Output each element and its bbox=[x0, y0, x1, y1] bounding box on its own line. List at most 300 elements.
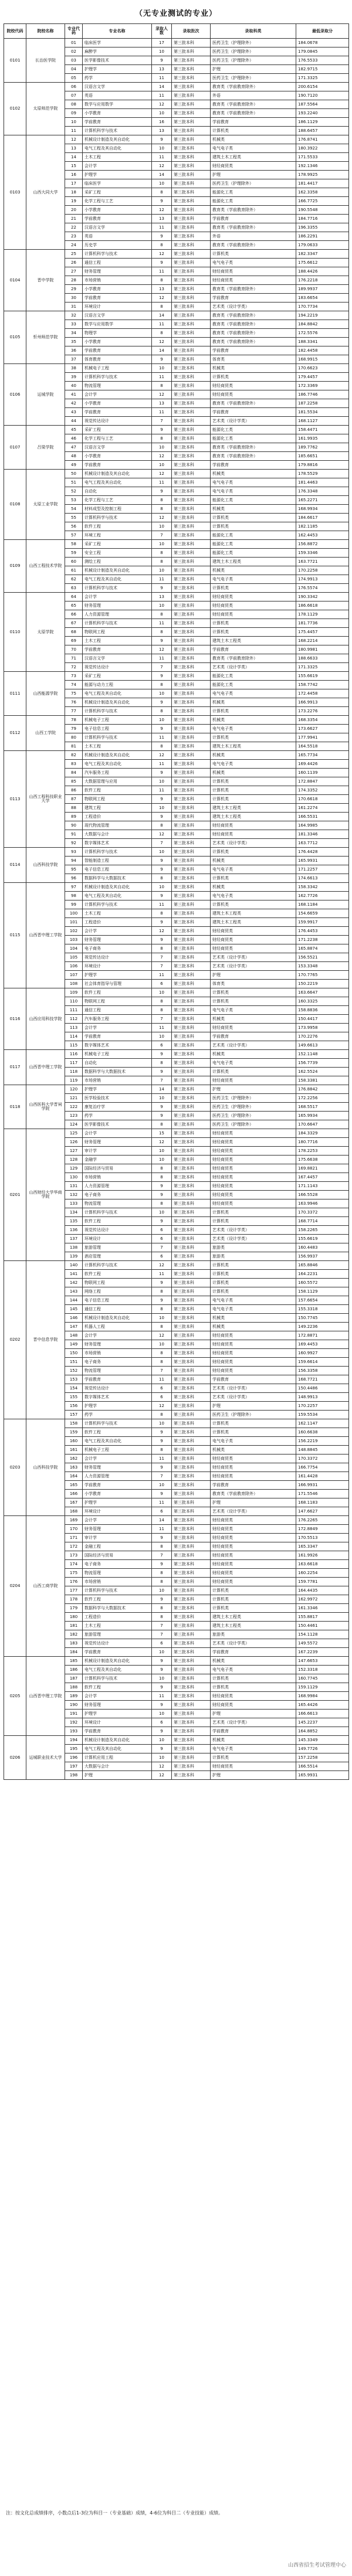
major-code: 29 bbox=[65, 285, 83, 294]
table-row bbox=[4, 364, 349, 373]
admission-category: 学前教育 bbox=[211, 118, 296, 127]
major-name: 社会体育指导与管理 bbox=[83, 980, 152, 988]
admitted-count: 9 bbox=[152, 1727, 172, 1736]
admitted-count: 11 bbox=[152, 1692, 172, 1701]
admission-batch: 第三批本科 bbox=[172, 452, 211, 461]
min-score: 189.7762 bbox=[296, 443, 349, 452]
admission-category: 机械类 bbox=[211, 1050, 296, 1059]
table-row bbox=[4, 716, 349, 725]
admission-batch: 第三批本科 bbox=[172, 1437, 211, 1446]
school-name: 太原师范学院 bbox=[26, 83, 65, 135]
admission-category: 旅游类 bbox=[211, 1252, 296, 1261]
min-score: 165.9931 bbox=[296, 857, 349, 865]
admitted-count: 8 bbox=[152, 1173, 172, 1182]
min-score: 176.3348 bbox=[296, 487, 349, 496]
min-score: 156.7739 bbox=[296, 1059, 349, 1068]
admission-category: 护理 bbox=[211, 971, 296, 980]
major-name: 计算机科学与技术 bbox=[83, 373, 152, 382]
major-code: 69 bbox=[65, 637, 83, 645]
admission-batch: 第三批本科 bbox=[172, 1375, 211, 1384]
major-name: 小学教育 bbox=[83, 285, 152, 294]
major-name: 市场营销 bbox=[83, 1076, 152, 1085]
min-score: 170.7765 bbox=[296, 971, 349, 980]
min-score: 166.5514 bbox=[296, 1762, 349, 1771]
min-score: 188.6633 bbox=[296, 654, 349, 663]
major-name: 数字媒体艺术 bbox=[83, 1393, 152, 1402]
admission-batch: 第三批本科 bbox=[172, 619, 211, 628]
major-name: 药学 bbox=[83, 1112, 152, 1120]
admission-category: 教育类（学前教育除外） bbox=[211, 206, 296, 215]
major-name: 学前教育 bbox=[83, 1727, 152, 1736]
admission-category: 电气电子类 bbox=[211, 1006, 296, 1015]
admitted-count: 10 bbox=[152, 1674, 172, 1683]
major-name: 数字媒体艺术 bbox=[83, 839, 152, 848]
admission-batch: 第三批本科 bbox=[172, 355, 211, 364]
major-code: 50 bbox=[65, 470, 83, 478]
major-name: 数字媒体艺术 bbox=[83, 1041, 152, 1050]
admission-category: 计算机类 bbox=[211, 997, 296, 1006]
column-header: 录取批次 bbox=[172, 24, 211, 39]
min-score: 170.6618 bbox=[296, 795, 349, 804]
major-name: 采矿工程 bbox=[83, 426, 152, 434]
admission-batch: 第三批本科 bbox=[172, 804, 211, 813]
min-score: 166.7725 bbox=[296, 197, 349, 206]
admission-batch: 第三批本科 bbox=[172, 83, 211, 91]
min-score: 181.7736 bbox=[296, 619, 349, 628]
admission-category: 学前教育 bbox=[211, 346, 296, 355]
min-score: 168.1184 bbox=[296, 900, 349, 909]
admitted-count: 8 bbox=[152, 1199, 172, 1208]
school-code: 0103 bbox=[4, 135, 26, 250]
major-code: 198 bbox=[65, 1771, 83, 1780]
admission-category: 财经商贸类 bbox=[211, 1156, 296, 1164]
admission-category: 财经商贸类 bbox=[211, 1340, 296, 1349]
major-name: 学前教育 bbox=[83, 1481, 152, 1490]
admission-category: 电气电子类 bbox=[211, 1305, 296, 1314]
admission-category: 医药卫生（护理除外） bbox=[211, 1103, 296, 1112]
major-code: 191 bbox=[65, 1710, 83, 1718]
major-name: 土木工程 bbox=[83, 1622, 152, 1630]
major-name: 药学 bbox=[83, 1411, 152, 1419]
min-score: 160.9927 bbox=[296, 1349, 349, 1358]
min-score: 186.2291 bbox=[296, 232, 349, 241]
admission-category: 计算机类 bbox=[211, 1217, 296, 1226]
admitted-count: 8 bbox=[152, 874, 172, 883]
min-score: 150.4417 bbox=[296, 1015, 349, 1024]
school-code: 0203 bbox=[4, 1419, 26, 1516]
major-name: 电气工程及其自动化 bbox=[83, 1745, 152, 1753]
major-name: 市场营销 bbox=[83, 1349, 152, 1358]
major-code: 74 bbox=[65, 681, 83, 689]
min-score: 145.3349 bbox=[296, 1736, 349, 1745]
school-code: 0115 bbox=[4, 883, 26, 988]
major-code: 154 bbox=[65, 1384, 83, 1393]
admitted-count: 9 bbox=[152, 1683, 172, 1692]
admitted-count: 9 bbox=[152, 769, 172, 777]
major-code: 107 bbox=[65, 971, 83, 980]
admission-category: 能源化工类 bbox=[211, 426, 296, 434]
major-code: 143 bbox=[65, 1287, 83, 1296]
admission-category: 财经商贸类 bbox=[211, 830, 296, 839]
admission-category: 医药卫生（护理除外） bbox=[211, 1112, 296, 1120]
admission-batch: 第三批本科 bbox=[172, 575, 211, 584]
admission-batch: 第三批本科 bbox=[172, 303, 211, 311]
min-score: 150.4461 bbox=[296, 1622, 349, 1630]
major-code: 82 bbox=[65, 751, 83, 760]
admission-batch: 第三批本科 bbox=[172, 487, 211, 496]
admission-batch: 第三批本科 bbox=[172, 135, 211, 144]
major-code: 179 bbox=[65, 1604, 83, 1613]
min-score: 155.8817 bbox=[296, 1613, 349, 1622]
table-row bbox=[4, 1516, 349, 1525]
major-code: 161 bbox=[65, 1446, 83, 1454]
admission-batch: 第三批本科 bbox=[172, 1103, 211, 1112]
min-score: 171.1143 bbox=[296, 1182, 349, 1191]
table-row bbox=[4, 672, 349, 681]
major-name: 计算机应用工程 bbox=[83, 1753, 152, 1762]
admission-batch: 第三批本科 bbox=[172, 1349, 211, 1358]
major-code: 136 bbox=[65, 1226, 83, 1235]
major-code: 196 bbox=[65, 1753, 83, 1762]
admitted-count: 13 bbox=[152, 399, 172, 408]
major-code: 178 bbox=[65, 1595, 83, 1604]
admission-category: 学前教育 bbox=[211, 645, 296, 654]
admitted-count: 9 bbox=[152, 56, 172, 65]
major-code: 173 bbox=[65, 1551, 83, 1560]
min-score: 150.2219 bbox=[296, 980, 349, 988]
table-row bbox=[4, 751, 349, 760]
major-code: 153 bbox=[65, 1375, 83, 1384]
admission-category: 能源化工类 bbox=[211, 496, 296, 505]
admission-batch: 第三批本科 bbox=[172, 109, 211, 118]
admitted-count: 10 bbox=[152, 461, 172, 470]
admission-batch: 第三批本科 bbox=[172, 1604, 211, 1613]
admission-category: 财经商贸类 bbox=[211, 1560, 296, 1569]
watermark: 山西省招生考试管理中心 bbox=[287, 2563, 346, 2568]
min-score: 161.4428 bbox=[296, 1472, 349, 1481]
min-score: 165.9934 bbox=[296, 1112, 349, 1120]
admission-category: 医药卫生（护理除外） bbox=[211, 39, 296, 47]
admitted-count: 6 bbox=[152, 1639, 172, 1648]
admitted-count: 9 bbox=[152, 584, 172, 593]
major-name: 计算机科学与技术 bbox=[83, 584, 152, 593]
major-code: 83 bbox=[65, 760, 83, 769]
admission-category: 教育类（学前教育除外） bbox=[211, 285, 296, 294]
admission-batch: 第三批本科 bbox=[172, 1674, 211, 1683]
admission-category: 电气电子类 bbox=[211, 144, 296, 153]
admission-category: 学前教育 bbox=[211, 1648, 296, 1657]
major-name: 计算机科学与技术 bbox=[83, 1261, 152, 1270]
min-score: 178.5529 bbox=[296, 470, 349, 478]
major-name: 护理学 bbox=[83, 1498, 152, 1507]
admission-batch: 第三批本科 bbox=[172, 39, 211, 47]
admission-batch: 第三批本科 bbox=[172, 1454, 211, 1463]
min-score: 200.6154 bbox=[296, 83, 349, 91]
min-score: 172.5576 bbox=[296, 329, 349, 338]
admission-batch: 第三批本科 bbox=[172, 1305, 211, 1314]
major-code: 27 bbox=[65, 267, 83, 276]
major-code: 147 bbox=[65, 1323, 83, 1331]
admission-category: 教育类（学前教育除外） bbox=[211, 83, 296, 91]
admission-batch: 第三批本科 bbox=[172, 1595, 211, 1604]
major-name: 麻醉学 bbox=[83, 47, 152, 56]
admission-category: 电气电子类 bbox=[211, 760, 296, 769]
admission-category: 电气电子类 bbox=[211, 1437, 296, 1446]
admission-category: 电气电子类 bbox=[211, 575, 296, 584]
min-score: 172.8871 bbox=[296, 1331, 349, 1340]
admission-category: 机械类 bbox=[211, 769, 296, 777]
admission-category: 财经商贸类 bbox=[211, 1692, 296, 1701]
admission-batch: 第三批本科 bbox=[172, 426, 211, 434]
admission-category: 护理 bbox=[211, 171, 296, 179]
admission-batch: 第三批本科 bbox=[172, 830, 211, 839]
table-row bbox=[4, 593, 349, 601]
major-name: 旅游管理 bbox=[83, 1630, 152, 1639]
major-code: 111 bbox=[65, 1006, 83, 1015]
admission-category: 艺术类（设计学类） bbox=[211, 962, 296, 971]
page-title: （无专业测试的专业） bbox=[134, 9, 217, 18]
major-name: 能源与动力工程 bbox=[83, 681, 152, 689]
admitted-count: 7 bbox=[152, 1472, 172, 1481]
admitted-count: 8 bbox=[152, 1613, 172, 1622]
major-code: 164 bbox=[65, 1472, 83, 1481]
major-name: 环境设计 bbox=[83, 962, 152, 971]
admission-category: 艺术类（设计学类） bbox=[211, 1235, 296, 1243]
major-name: 机械设计制造及其自动化 bbox=[83, 751, 152, 760]
admitted-count: 8 bbox=[152, 188, 172, 197]
admitted-count: 7 bbox=[152, 839, 172, 848]
admitted-count: 8 bbox=[152, 1411, 172, 1419]
admission-category: 财经商贸类 bbox=[211, 1762, 296, 1771]
min-score: 179.4457 bbox=[296, 373, 349, 382]
admission-batch: 第三批本科 bbox=[172, 1402, 211, 1411]
major-name: 财务管理 bbox=[83, 1138, 152, 1147]
major-name: 小学教育 bbox=[83, 206, 152, 215]
admission-category: 计算机类 bbox=[211, 733, 296, 742]
min-score: 183.6654 bbox=[296, 294, 349, 303]
major-name: 市场营销 bbox=[83, 1173, 152, 1182]
admission-category: 艺术类（设计学类） bbox=[211, 1226, 296, 1235]
major-code: 95 bbox=[65, 865, 83, 874]
min-score: 176.2265 bbox=[296, 1516, 349, 1525]
major-name: 土木工程 bbox=[83, 153, 152, 162]
major-name: 采矿工程 bbox=[83, 672, 152, 681]
major-code: 84 bbox=[65, 769, 83, 777]
major-code: 30 bbox=[65, 294, 83, 303]
major-code: 183 bbox=[65, 1639, 83, 1648]
major-name: 视觉传达设计 bbox=[83, 1384, 152, 1393]
major-name: 小学教育 bbox=[83, 1490, 152, 1498]
min-score: 185.6651 bbox=[296, 452, 349, 461]
admission-batch: 第三批本科 bbox=[172, 900, 211, 909]
min-score: 174.3352 bbox=[296, 786, 349, 795]
admission-category: 财经商贸类 bbox=[211, 1164, 296, 1173]
min-score: 161.9935 bbox=[296, 434, 349, 443]
admitted-count: 9 bbox=[152, 232, 172, 241]
admission-batch: 第三批本科 bbox=[172, 1059, 211, 1068]
admission-batch: 第三批本科 bbox=[172, 1525, 211, 1534]
admission-batch: 第三批本科 bbox=[172, 751, 211, 760]
admission-batch: 第三批本科 bbox=[172, 1024, 211, 1032]
min-score: 174.9913 bbox=[296, 575, 349, 584]
admission-batch: 第三批本科 bbox=[172, 795, 211, 804]
table-row bbox=[4, 39, 349, 47]
min-score: 156.5521 bbox=[296, 953, 349, 962]
major-code: 140 bbox=[65, 1261, 83, 1270]
school-code: 0108 bbox=[4, 470, 26, 540]
admitted-count: 14 bbox=[152, 311, 172, 320]
admitted-count: 9 bbox=[152, 1595, 172, 1604]
table-row bbox=[4, 1050, 349, 1059]
min-score: 168.5517 bbox=[296, 1103, 349, 1112]
major-code: 188 bbox=[65, 1683, 83, 1692]
admitted-count: 13 bbox=[152, 593, 172, 601]
major-code: 38 bbox=[65, 364, 83, 373]
major-code: 23 bbox=[65, 232, 83, 241]
min-score: 176.8741 bbox=[296, 135, 349, 144]
major-code: 33 bbox=[65, 320, 83, 329]
major-code: 09 bbox=[65, 109, 83, 118]
admission-category: 艺术类（设计学类） bbox=[211, 953, 296, 962]
admission-batch: 第三批本科 bbox=[172, 980, 211, 988]
major-code: 72 bbox=[65, 663, 83, 672]
major-name: 计算机科学与技术 bbox=[83, 250, 152, 259]
admission-batch: 第三批本科 bbox=[172, 988, 211, 997]
school-code: 0112 bbox=[4, 716, 26, 751]
admitted-count: 8 bbox=[152, 1604, 172, 1613]
major-name: 会计学 bbox=[83, 1129, 152, 1138]
admission-batch: 第三批本科 bbox=[172, 1085, 211, 1094]
min-score: 184.6617 bbox=[296, 514, 349, 522]
admission-batch: 第三批本科 bbox=[172, 171, 211, 179]
min-score: 154.6659 bbox=[296, 909, 349, 918]
major-code: 18 bbox=[65, 188, 83, 197]
admission-table bbox=[4, 23, 349, 1780]
admission-category: 计算机类 bbox=[211, 1068, 296, 1076]
major-code: 142 bbox=[65, 1279, 83, 1287]
admission-category: 财经商贸类 bbox=[211, 1349, 296, 1358]
min-score: 168.1183 bbox=[296, 1498, 349, 1507]
min-score: 163.6647 bbox=[296, 988, 349, 997]
admission-batch: 第三批本科 bbox=[172, 558, 211, 566]
school-code: 0109 bbox=[4, 540, 26, 593]
major-code: 56 bbox=[65, 522, 83, 531]
admitted-count: 16 bbox=[152, 118, 172, 127]
admission-batch: 第三批本科 bbox=[172, 1112, 211, 1120]
school-code: 0101 bbox=[4, 39, 26, 83]
table-row bbox=[4, 883, 349, 892]
admitted-count: 12 bbox=[152, 1331, 172, 1340]
admission-category: 机械类 bbox=[211, 566, 296, 575]
school-code: 0104 bbox=[4, 250, 26, 311]
major-code: 54 bbox=[65, 505, 83, 514]
admitted-count: 8 bbox=[152, 821, 172, 830]
admission-batch: 第三批本科 bbox=[172, 1006, 211, 1015]
admission-category: 外语 bbox=[211, 91, 296, 100]
major-name: 金融学 bbox=[83, 1156, 152, 1164]
admission-category: 财经商贸类 bbox=[211, 610, 296, 619]
major-code: 170 bbox=[65, 1525, 83, 1534]
admission-category: 财经商贸类 bbox=[211, 1182, 296, 1191]
major-code: 68 bbox=[65, 628, 83, 637]
min-score: 160.6638 bbox=[296, 1428, 349, 1437]
major-code: 89 bbox=[65, 813, 83, 821]
min-score: 147.6653 bbox=[296, 1657, 349, 1666]
major-code: 146 bbox=[65, 1314, 83, 1323]
admitted-count: 9 bbox=[152, 135, 172, 144]
admission-batch: 第三批本科 bbox=[172, 1446, 211, 1454]
admitted-count: 10 bbox=[152, 848, 172, 857]
major-name: 物理学 bbox=[83, 329, 152, 338]
admission-category: 艺术类（设计学类） bbox=[211, 1507, 296, 1516]
major-code: 129 bbox=[65, 1164, 83, 1173]
major-code: 121 bbox=[65, 1094, 83, 1103]
major-code: 163 bbox=[65, 1463, 83, 1472]
admission-category: 机械类 bbox=[211, 1657, 296, 1666]
major-code: 192 bbox=[65, 1718, 83, 1727]
admission-category: 财经商贸类 bbox=[211, 1129, 296, 1138]
major-name: 学前教育 bbox=[83, 118, 152, 127]
admission-batch: 第三批本科 bbox=[172, 1235, 211, 1243]
admitted-count: 8 bbox=[152, 1287, 172, 1296]
admitted-count: 9 bbox=[152, 1068, 172, 1076]
major-code: 40 bbox=[65, 382, 83, 390]
major-code: 112 bbox=[65, 1015, 83, 1024]
admitted-count: 9 bbox=[152, 1657, 172, 1666]
admission-category: 财经商贸类 bbox=[211, 1534, 296, 1542]
major-code: 182 bbox=[65, 1630, 83, 1639]
admission-category: 计算机类 bbox=[211, 522, 296, 531]
admitted-count: 8 bbox=[152, 558, 172, 566]
admission-batch: 第三批本科 bbox=[172, 346, 211, 355]
min-score: 148.8845 bbox=[296, 1446, 349, 1454]
major-code: 11 bbox=[65, 127, 83, 135]
admitted-count: 10 bbox=[152, 716, 172, 725]
admitted-count: 11 bbox=[152, 654, 172, 663]
admission-batch: 第三批本科 bbox=[172, 1710, 211, 1718]
school-name: 山西应用科技学院 bbox=[26, 988, 65, 1050]
major-name: 金融工程 bbox=[83, 1542, 152, 1551]
admission-category: 教育类（学前教育除外） bbox=[211, 452, 296, 461]
admitted-count: 8 bbox=[152, 1164, 172, 1173]
admission-category: 学前教育 bbox=[211, 408, 296, 417]
table-row bbox=[4, 988, 349, 997]
admission-batch: 第三批本科 bbox=[172, 1516, 211, 1525]
admitted-count: 11 bbox=[152, 575, 172, 584]
min-score: 171.2257 bbox=[296, 865, 349, 874]
major-code: 02 bbox=[65, 47, 83, 56]
major-code: 122 bbox=[65, 1103, 83, 1112]
min-score: 167.2239 bbox=[296, 1648, 349, 1657]
major-name: 汽车服务工程 bbox=[83, 769, 152, 777]
admission-category: 机械类 bbox=[211, 883, 296, 892]
admission-category: 护理 bbox=[211, 1402, 296, 1411]
min-score: 148.9913 bbox=[296, 1393, 349, 1402]
admission-batch: 第三批本科 bbox=[172, 443, 211, 452]
min-score: 155.6619 bbox=[296, 1235, 349, 1243]
admission-batch: 第三批本科 bbox=[172, 1771, 211, 1780]
admitted-count: 12 bbox=[152, 338, 172, 346]
admitted-count: 8 bbox=[152, 628, 172, 637]
admission-category: 财经商贸类 bbox=[211, 821, 296, 830]
major-code: 167 bbox=[65, 1498, 83, 1507]
major-code: 110 bbox=[65, 997, 83, 1006]
admission-category: 教育类（学前教育除外） bbox=[211, 223, 296, 232]
major-code: 127 bbox=[65, 1147, 83, 1156]
admitted-count: 8 bbox=[152, 707, 172, 716]
min-score: 165.3347 bbox=[296, 1542, 349, 1551]
min-score: 179.8816 bbox=[296, 461, 349, 470]
